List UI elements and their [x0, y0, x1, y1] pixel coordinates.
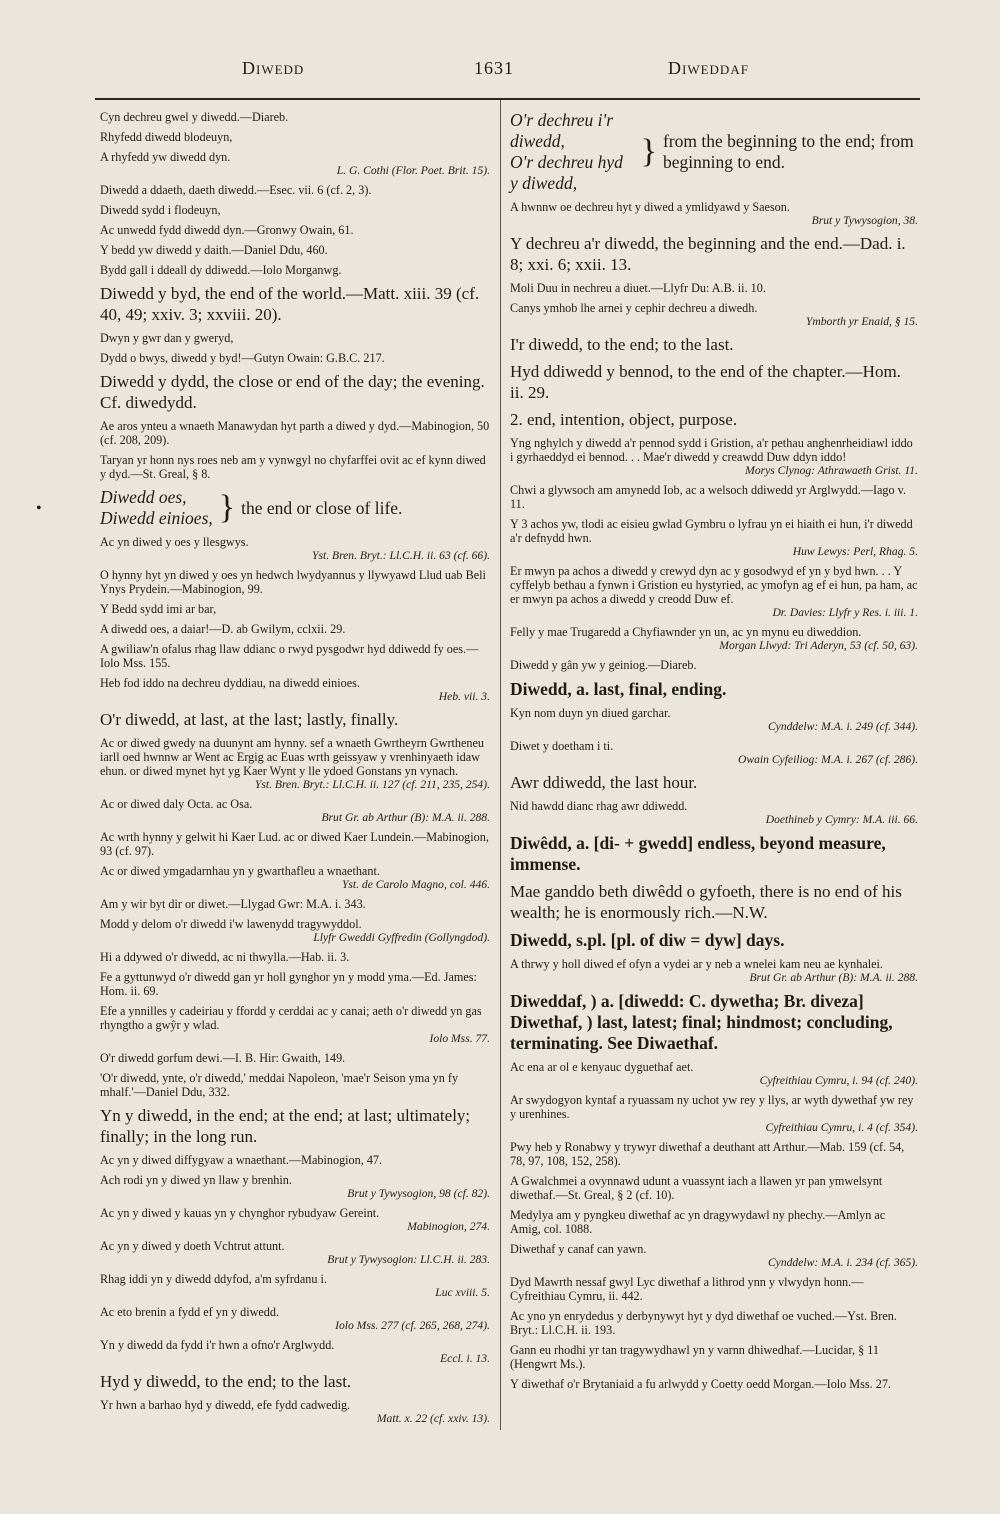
- phrase-line: O'r dechreu i'r diwedd,: [510, 110, 614, 151]
- phrase-entry: Mae ganddo beth diwêdd o gyfoeth, there is no end of his wealth; he is enormously rich.—N.W.: [510, 882, 902, 922]
- citation: Felly y mae Trugaredd a Chyfiawnder yn un, ac yn mynu eu diweddion.: [510, 625, 862, 639]
- citation: Taryan yr honn nys roes neb am y vynwgyl no chyfarffei ovit ac ef kynn diwed y dyd.—St. Greal, § 8.: [100, 453, 486, 481]
- citation: Canys ymhob lhe arnei y cephir dechreu a diwedh.: [510, 301, 758, 315]
- citation: Diwethaf y canaf can yawn.: [510, 1242, 647, 1256]
- citation-source: Iolo Mss. 77.: [429, 1032, 490, 1045]
- citation: Bydd gall i ddeall dy ddiwedd.—Iolo Morganwg.: [100, 263, 342, 277]
- citation: Ac yn y diwed y kauas yn y chynghor rybudyaw Gereint.: [100, 1206, 380, 1220]
- citation: Kyn nom duyn yn diued garchar.: [510, 706, 671, 720]
- citation: Gann eu rhodhi yr tan tragywydhawl yn y varnn dhiwedhaf.—Lucidar, § 11 (Hengwrt Ms.).: [510, 1343, 879, 1371]
- citation: Ac ena ar ol e kenyauc dyguethaf aet.: [510, 1060, 694, 1074]
- citation-source: Cyfreithiau Cymru, i. 4 (cf. 354).: [765, 1121, 918, 1134]
- braced-phrase: [510, 110, 918, 194]
- citation-source: Brut y Tywysogion, 38.: [811, 214, 918, 227]
- citation: A Gwalchmei a ovynnawd udunt a vuassynt iach a llawen yr pan ymwelsynt diwethaf.—St. Greal, § 2 (cf. 10).: [510, 1174, 883, 1202]
- citation-source: Luc xviii. 5.: [435, 1286, 490, 1299]
- citation: Yn y diwedd da fydd i'r hwn a ofno'r Arglwydd.: [100, 1338, 335, 1352]
- brace-mark: }: [640, 133, 657, 170]
- citation: Yng nghylch y diwedd a'r pennod sydd i Gristion, a'r pethau anghenrheidiawl iddo i gyrhaeddyd ei bennod. . . Mae'r diwedd y creawdd Duw ddyn iddo!: [510, 436, 913, 464]
- phrase-entry: Awr ddiwedd, the last hour.: [510, 773, 698, 792]
- citation: Yr hwn a barhao hyd y diwedd, efe fydd cadwedig.: [100, 1398, 351, 1412]
- phrase-entry: O'r diwedd, at last, at the last; lastly, finally.: [100, 710, 399, 729]
- phrase-line: Diwedd oes,: [100, 487, 187, 507]
- phrase-entry: Hyd ddiwedd y bennod, to the end of the chapter.—Hom. ii. 29.: [510, 362, 901, 402]
- citation: Nid hawdd dianc rhag awr ddiwedd.: [510, 799, 688, 813]
- phrase-entry: 2. end, intention, object, purpose.: [510, 410, 738, 429]
- phrase-entry: Diwedd y byd, the end of the world.—Matt. xiii. 39 (cf. 40, 49; xxiv. 3; xxviii. 20).: [100, 284, 480, 324]
- citation: Dyd Mawrth nessaf gwyl Lyc diwethaf a lithrod ynn y vlwydyn honn.—Cyfreithiau Cymru, ii. 442.: [510, 1275, 864, 1303]
- citation: Ac yn y diwed y doeth Vchtrut attunt.: [100, 1239, 285, 1253]
- header-rule: [95, 98, 920, 100]
- citation-source: Eccl. i. 13.: [440, 1352, 490, 1365]
- citation-source: Yst. Bren. Bryt.: Ll.C.H. ii. 127 (cf. 211, 235, 254).: [254, 778, 490, 791]
- citation-source: Cynddelw: M.A. i. 249 (cf. 344).: [767, 720, 918, 733]
- citation-source: Huw Lewys: Perl, Rhag. 5.: [792, 545, 918, 558]
- phrase-line: Diwedd einioes,: [100, 508, 213, 528]
- citation: A thrwy y holl diwed ef ofyn a vydei ar y neb a wnelei kam neu ae kynhalei.: [510, 957, 883, 971]
- header-left-word: Diwedd: [242, 58, 305, 78]
- citation: Heb fod iddo na dechreu dyddiau, na diwedd einioes.: [100, 676, 360, 690]
- citation-source: Doethineb y Cymry: M.A. iii. 66.: [765, 813, 918, 826]
- phrase-entry: Hyd y diwedd, to the end; to the last.: [100, 1372, 352, 1391]
- citation: Y 3 achos yw, tlodi ac eisieu gwlad Gymbru o lyfrau yn ei hiaith ei hun, i'r diwedd a'r defnydd hwn.: [510, 517, 913, 545]
- citation: Ac or diwed ymgadarnhau yn y gwarthafleu a wnaethant.: [100, 864, 380, 878]
- citation-source: Morys Clynog: Athrawaeth Grist. 11.: [745, 464, 918, 477]
- citation: Fe a gyttunwyd o'r diwedd gan yr holl gynghor yn y modd yma.—Ed. James: Hom. ii. 69.: [100, 970, 477, 998]
- citation: Y diwethaf o'r Brytaniaid a fu arlwydd y Coetty oedd Morgan.—Iolo Mss. 27.: [510, 1377, 891, 1391]
- margin-mark: •: [36, 500, 42, 517]
- citation: Cyn dechreu gwel y diwedd.—Diareb.: [100, 110, 289, 124]
- citation-source: Mabinogion, 274.: [407, 1220, 490, 1233]
- citation-source: Morgan Llwyd: Tri Aderyn, 53 (cf. 50, 63).: [719, 639, 918, 652]
- running-header: [0, 58, 1000, 88]
- citation-source: Cynddelw: M.A. i. 234 (cf. 365).: [767, 1256, 918, 1269]
- citation: O hynny hyt yn diwed y oes yn hedwch lwydyannus y llywyawd Llud uab Beli Ynys Prydein.—Mabinogion, 99.: [100, 568, 486, 596]
- citation: Diwedd sydd i flodeuyn,: [100, 203, 221, 217]
- citation: Ac yn y diwed diffygyaw a wnaethant.—Mabinogion, 47.: [100, 1153, 383, 1167]
- citation: A gwiliaw'n ofalus rhag llaw ddianc o rwyd pysgodwr hyd ddiwedd fy oes.—Iolo Mss. 155.: [100, 642, 479, 670]
- citation: Y Bedd sydd imi ar bar,: [100, 602, 217, 616]
- citation: Ac or diwed gwedy na duunynt am hynny. sef a wnaeth Gwrtheyrn Gwrtheneu iarll oed hwnnw ar Went ac Ergig ac Euas wrth geissyaw y vrenhinyaeth idaw ehun. or diwed mynet hyt yg Kaer Wynt y lle ydoed Gonstans yn vynach.: [100, 736, 485, 778]
- citation: Am y wir byt dir or diwet.—Llygad Gwr: M.A. i. 343.: [100, 897, 366, 911]
- page-number: 1631: [474, 58, 514, 78]
- citation-source: Heb. vii. 3.: [438, 690, 490, 703]
- headword-entry: Diwedd, a. last, final, ending.: [510, 679, 727, 699]
- phrase-gloss: the end or close of life.: [241, 497, 403, 518]
- citation-source: Cyfreithiau Cymru, i. 94 (cf. 240).: [759, 1074, 918, 1087]
- brace-mark: }: [218, 489, 236, 526]
- citation-source: Brut Gr. ab Arthur (B): M.A. ii. 288.: [321, 811, 490, 824]
- citation: Ar swydogyon kyntaf a ryuassam ny uchot yw rey y llys, ar wyth dywethaf yw rey y urenhines.: [510, 1093, 914, 1121]
- citation: Pwy heb y Ronabwy y trywyr diwethaf a deuthant att Arthur.—Mab. 159 (cf. 54, 78, 97, 108, 152, 258).: [510, 1140, 905, 1168]
- headword-entry: Diwedd, s.pl. [pl. of diw = dyw] days.: [510, 930, 785, 950]
- phrase-line: O'r dechreu hyd y diwedd,: [510, 152, 623, 193]
- phrase-entry: I'r diwedd, to the end; to the last.: [510, 335, 734, 354]
- braced-phrase: [100, 487, 490, 529]
- right-column: [510, 104, 918, 1391]
- left-column: [100, 104, 490, 1425]
- citation: Medylya am y pyngkeu diwethaf ac yn dragywydawl ny phechy.—Amlyn ac Amig, col. 1088.: [510, 1208, 886, 1236]
- citation: Ac yno yn enrydedus y derbynywyt hyt y dyd diwethaf oe vuched.—Yst. Bren. Bryt.: Ll.C.H. ii. 193.: [510, 1309, 897, 1337]
- citation-source: Llyfr Gweddi Gyffredin (Gollyngdod).: [313, 931, 490, 944]
- citation: Moli Duu in nechreu a diuet.—Llyfr Du: A.B. ii. 10.: [510, 281, 766, 295]
- citation: Chwi a glywsoch am amynedd Iob, ac a welsoch ddiwedd yr Arglwydd.—Iago v. 11.: [510, 483, 907, 511]
- citation: Ac unwedd fydd diwedd dyn.—Gronwy Owain, 61.: [100, 223, 354, 237]
- citation: Diwedd y gân yw y geiniog.—Diareb.: [510, 658, 697, 672]
- citation: Rhag iddi yn y diwedd ddyfod, a'm syfrdanu i.: [100, 1272, 327, 1286]
- phrase-entry: Yn y diwedd, in the end; at the end; at last; ultimately; finally; in the long run.: [100, 1106, 471, 1146]
- citation: Diwet y doetham i ti.: [510, 739, 614, 753]
- citation: Modd y delom o'r diwedd i'w lawenydd tragywyddol.: [100, 917, 362, 931]
- citation-source: L. G. Cothi (Flor. Poet. Brit. 15).: [336, 164, 490, 177]
- citation: Ac or diwed daly Octa. ac Osa.: [100, 797, 253, 811]
- phrase-gloss: from the beginning to the end; from beginning to end.: [662, 131, 914, 172]
- citation: 'O'r diwedd, ynte, o'r diwedd,' meddai Napoleon, 'mae'r Seison yma yn fy mhalf.'—Daniel Ddu, 332.: [100, 1071, 459, 1099]
- citation: Y bedd yw diwedd y daith.—Daniel Ddu, 460.: [100, 243, 328, 257]
- citation-source: Yst. de Carolo Magno, col. 446.: [341, 878, 490, 891]
- citation-source: Ymborth yr Enaid, § 15.: [805, 315, 918, 328]
- citation: Ac wrth hynny y gelwit hi Kaer Lud. ac or diwed Kaer Lundein.—Mabinogion, 93 (cf. 97).: [100, 830, 489, 858]
- citation: A hwnnw oe dechreu hyt y diwed a ymlidyawd y Saeson.: [510, 200, 790, 214]
- citation: Rhyfedd diwedd blodeuyn,: [100, 130, 233, 144]
- citation: A rhyfedd yw diwedd dyn.: [100, 150, 231, 164]
- citation-source: Brut y Tywysogion, 98 (cf. 82).: [347, 1187, 490, 1200]
- phrase-entry: Y dechreu a'r diwedd, the beginning and the end.—Dad. i. 8; xxi. 6; xxii. 13.: [510, 234, 906, 274]
- citation: O'r diwedd gorfum dewi.—I. B. Hir: Gwaith, 149.: [100, 1051, 346, 1065]
- citation: Er mwyn pa achos a diwedd y crewyd dyn ac y gosodwyd ef yn y byd hwn. . . Y cyffelyb bethau a fynwn i Gristion eu hystyried, ac ymofyn ag ef ei hun, pa ham, ac er mwyn pa achos a diwedd y creodd Duw ef.: [510, 564, 918, 606]
- citation: Ac eto brenin a fydd ef yn y diwedd.: [100, 1305, 280, 1319]
- phrase-entry: Diwedd y dydd, the close or end of the day; the evening. Cf. diwedydd.: [100, 372, 485, 412]
- header-right-word: Diweddaf: [668, 58, 749, 78]
- citation: Diwedd a ddaeth, daeth diwedd.—Esec. vii. 6 (cf. 2, 3).: [100, 183, 372, 197]
- citation-source: Yst. Bren. Bryt.: Ll.C.H. ii. 63 (cf. 66).: [312, 549, 490, 562]
- headword-entry: Diwêdd, a. [di- + gwedd] endless, beyond measure, immense.: [510, 833, 886, 874]
- citation-source: Brut Gr. ab Arthur (B): M.A. ii. 288.: [749, 971, 918, 984]
- citation: Dydd o bwys, diwedd y byd!—Gutyn Owain: G.B.C. 217.: [100, 351, 385, 365]
- citation: Hi a ddywed o'r diwedd, ac ni thwylla.—Hab. ii. 3.: [100, 950, 350, 964]
- citation: Efe a ynnilles y cadeiriau y ffordd y cerddai ac y canai; aeth o'r diwedd yn gas rhyngtho a gwŷr y wlad.: [100, 1004, 482, 1032]
- citation: Dwyn y gwr dan y gweryd,: [100, 331, 234, 345]
- citation: Ach rodi yn y diwed yn llaw y brenhin.: [100, 1173, 292, 1187]
- citation-source: Iolo Mss. 277 (cf. 265, 268, 274).: [335, 1319, 490, 1332]
- citation: Ac yn diwed y oes y llesgwys.: [100, 535, 249, 549]
- headword-entry: Diweddaf, ) a. [diwedd: C. dywetha; Br. diveza] Diwethaf, ) last, latest; final; hindmost; concluding, terminating. See Diwaethaf.: [510, 991, 893, 1053]
- citation-source: Owain Cyfeiliog: M.A. i. 267 (cf. 286).: [738, 753, 918, 766]
- citation: A diwedd oes, a daiar!—D. ab Gwilym, cclxii. 29.: [100, 622, 346, 636]
- citation: Ae aros ynteu a wnaeth Manawydan hyt parth a diwed y dyd.—Mabinogion, 50 (cf. 208, 209).: [100, 419, 490, 447]
- citation-source: Dr. Davies: Llyfr y Res. i. iii. 1.: [772, 606, 918, 619]
- citation-source: Brut y Tywysogion: Ll.C.H. ii. 283.: [327, 1253, 490, 1266]
- citation-source: Matt. x. 22 (cf. xxiv. 13).: [376, 1412, 490, 1425]
- column-divider: [500, 100, 501, 1430]
